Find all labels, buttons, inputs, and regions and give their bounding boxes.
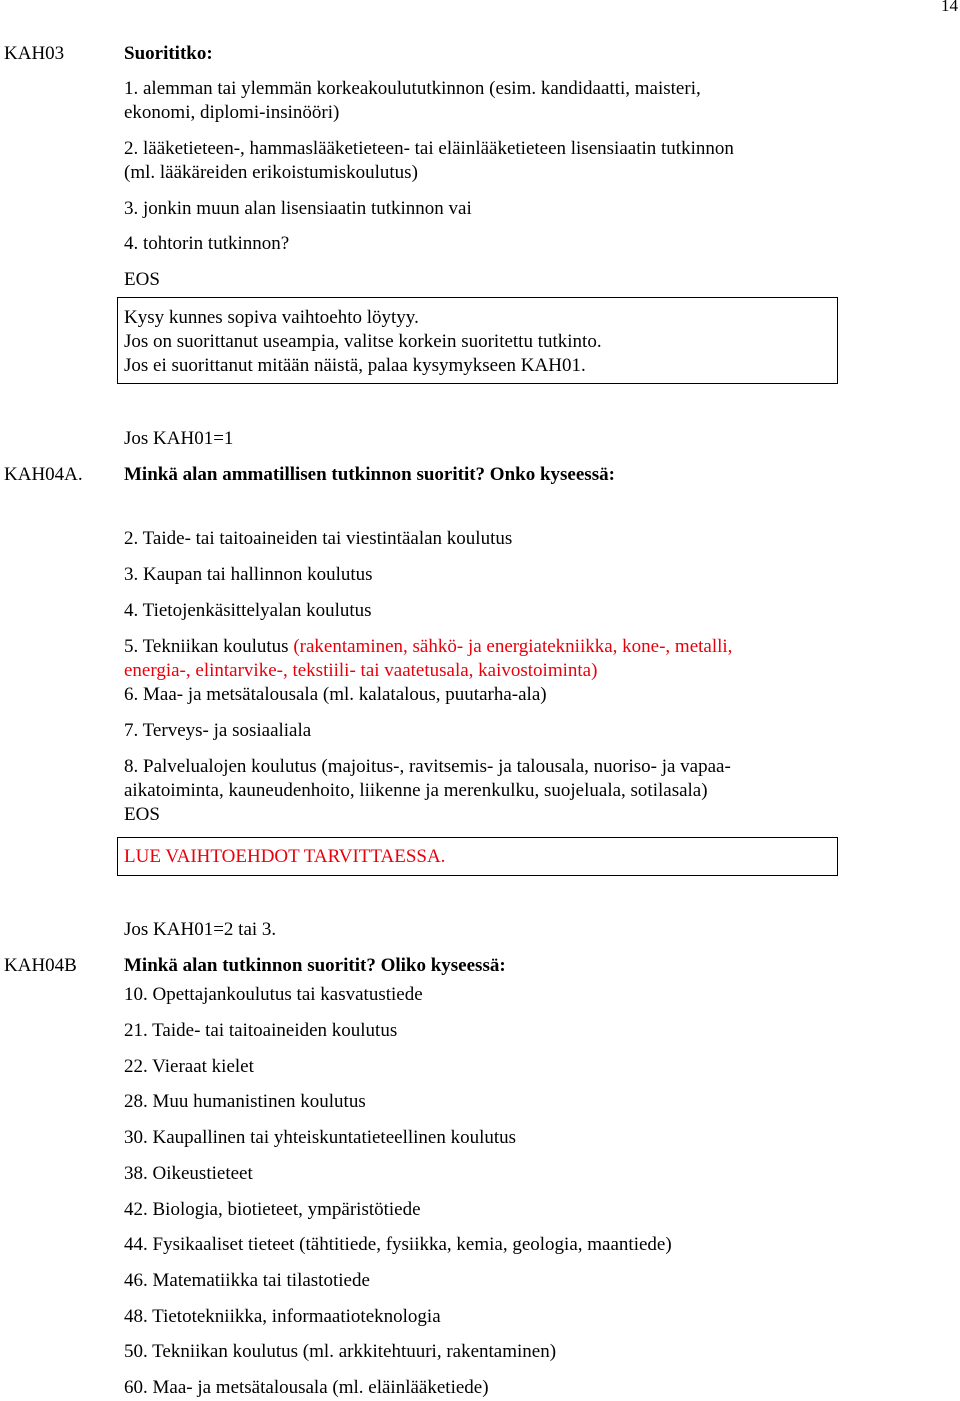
instruction-line: Jos ei suorittanut mitään näistä, palaa kysymykseen KAH01. [124, 355, 586, 376]
answer-option: 30. Kaupallinen tai yhteiskuntatieteellinen koulutus [124, 1127, 517, 1148]
eos-option: EOS [124, 269, 160, 290]
answer-option: 6. Maa- ja metsätalousala (ml. kalatalous, puutarha-ala) [124, 684, 547, 705]
question-text-kah03: Suorititko: [124, 43, 213, 64]
answer-option: 8. Palvelualojen koulutus (majoitus-, ravitsemis- ja talousala, nuoriso- ja vapaa- [124, 756, 731, 777]
question-text-kah04a: Minkä alan ammatillisen tutkinnon suoritit? Onko kyseessä: [124, 464, 615, 485]
answer-option: 1. alemman tai ylemmän korkeakoulututkinnon (esim. kandidaatti, maisteri, [124, 78, 701, 99]
question-code-kah03: KAH03 [4, 43, 65, 64]
condition-kah04b: Jos KAH01=2 tai 3. [124, 919, 277, 940]
answer-option: 7. Terveys- ja sosiaaliala [124, 720, 312, 741]
answer-option: 3. Kaupan tai hallinnon koulutus [124, 564, 373, 585]
answer-option: 44. Fysikaaliset tieteet (tähtitiede, fysiikka, kemia, geologia, maantiede) [124, 1234, 672, 1255]
answer-option-5 [124, 635, 732, 658]
answer-option: 60. Maa- ja metsätalousala (ml. eläinlääketiede) [124, 1377, 489, 1398]
answer-option: 22. Vieraat kielet [124, 1056, 254, 1077]
condition-kah04a: Jos KAH01=1 [124, 428, 234, 449]
answer-option: 21. Taide- tai taitoaineiden koulutus [124, 1020, 398, 1041]
answer-option: 2. Taide- tai taitoaineiden tai viestintäalan koulutus [124, 528, 513, 549]
answer-option: 3. jonkin muun alan lisensiaatin tutkinnon vai [124, 198, 472, 219]
instruction-line: Jos on suorittanut useampia, valitse korkein suoritettu tutkinto. [124, 331, 602, 352]
answer-option: (ml. lääkäreiden erikoistumiskoulutus) [124, 162, 418, 183]
question-text-kah04b: Minkä alan tutkinnon suoritit? Oliko kyseessä: [124, 955, 506, 976]
eos-option: EOS [124, 804, 160, 825]
answer-option: 4. Tietojenkäsittelyalan koulutus [124, 600, 372, 621]
answer-option: aikatoiminta, kauneudenhoito, liikenne ja merenkulku, suojeluala, sotilasala) [124, 780, 708, 801]
instruction-line: Kysy kunnes sopiva vaihtoehto löytyy. [124, 307, 419, 328]
option-5-details-cont: energia-, elintarvike-, tekstiili- tai vaatetusala, kaivostoiminta) [124, 660, 598, 681]
answer-option: 48. Tietotekniikka, informaatioteknologia [124, 1306, 441, 1327]
answer-option: 4. tohtorin tutkinnon? [124, 233, 290, 254]
answer-option: 2. lääketieteen-, hammaslääketieteen- tai eläinlääketieteen lisensiaatin tutkinnon [124, 138, 734, 159]
read-options-note: LUE VAIHTOEHDOT TARVITTAESSA. [124, 846, 446, 867]
answer-option: 28. Muu humanistinen koulutus [124, 1091, 366, 1112]
question-code-kah04a: KAH04A. [4, 464, 83, 485]
answer-option: 38. Oikeustieteet [124, 1163, 253, 1184]
answer-option: 42. Biologia, biotieteet, ympäristötiede [124, 1199, 421, 1220]
question-code-kah04b: KAH04B [4, 955, 77, 976]
answer-option: 46. Matematiikka tai tilastotiede [124, 1270, 370, 1291]
option-5-label: 5. Tekniikan koulutus [124, 636, 294, 657]
page-number: 14 [941, 0, 958, 15]
option-5-details: (rakentaminen, sähkö- ja energiatekniikka, kone-, metalli, [293, 636, 733, 657]
answer-option: 10. Opettajankoulutus tai kasvatustiede [124, 984, 423, 1005]
answer-option: 50. Tekniikan koulutus (ml. arkkitehtuuri, rakentaminen) [124, 1341, 557, 1362]
answer-option: ekonomi, diplomi-insinööri) [124, 102, 340, 123]
